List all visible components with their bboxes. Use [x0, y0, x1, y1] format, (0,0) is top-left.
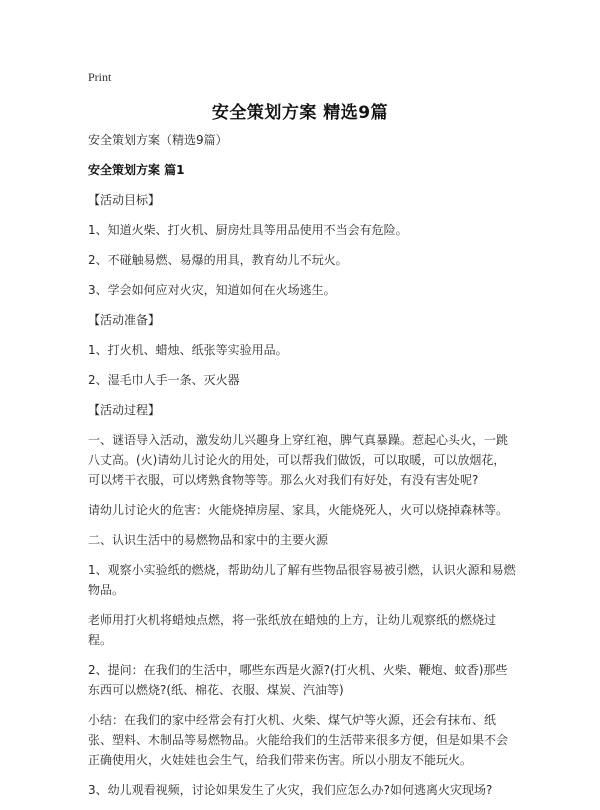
section-heading-goals: 【活动目标】: [88, 193, 161, 207]
process-paragraph-7: 小结：在我们的家中经常会有打火机、火柴、煤气炉等火源，还会有抹布、纸张、塑料、木制品等易燃物品。火能给我们的生活带来很多方便，但是如果不会正确使用火，火娃娃也会生气，给我们带来伤害。所以小朋友不能玩火。: [88, 713, 509, 767]
process-paragraph-4: 1、观察小实验纸的燃烧，帮助幼儿了解有些物品很容易被引燃，认识火源和易燃物品。: [88, 563, 516, 597]
process-paragraph-1: 一、谜语导入活动，激发幼儿兴趣身上穿红袍，脾气真暴躁。惹起心头火，一跳八丈高。(火)请幼儿讨论火的用处，可以帮我们做饭，可以取暖，可以放烟花，可以烤干衣服，可以烤熟食物等等。那么火对我们有好处，有没有害处呢?: [88, 433, 509, 487]
goal-item-3: 3、学会如何应对火灾，知道如何在火场逃生。: [88, 283, 336, 297]
process-paragraph-2: 请幼儿讨论火的危害：火能烧掉房屋、家具，火能烧死人，火可以烧掉森林等。: [88, 503, 509, 517]
process-paragraph-3: 二、认识生活中的易燃物品和家中的主要火源: [88, 533, 329, 547]
subtitle: 安全策划方案（精选9篇）: [88, 133, 228, 147]
section-heading-preparation: 【活动准备】: [88, 313, 161, 327]
process-paragraph-8: 3、幼儿观看视频，讨论如果发生了火灾，我们应怎么办?如何逃离火灾现场?: [88, 783, 493, 797]
section-heading-process: 【活动过程】: [88, 403, 161, 417]
process-paragraph-5: 老师用打火机将蜡烛点燃，将一张纸放在蜡烛的上方，让幼儿观察纸的燃烧过程。: [88, 613, 497, 647]
preparation-item-1: 1、打火机、蜡烛、纸张等实验用品。: [88, 343, 288, 357]
document-body: [88, 130, 516, 810]
print-label: Print: [88, 70, 112, 84]
document-title: 安全策划方案 精选9篇: [211, 103, 389, 123]
goal-item-1: 1、知道火柴、打火机、厨房灶具等用品使用不当会有危险。: [88, 223, 408, 237]
goal-item-2: 2、不碰触易燃、易爆的用具，教育幼儿不玩火。: [88, 253, 348, 267]
preparation-item-2: 2、湿毛巾人手一条、灭火器: [88, 373, 240, 387]
process-paragraph-6: 2、提问：在我们的生活中，哪些东西是火源?(打火机、火柴、鞭炮、蚊香)那些东西可以燃烧?(纸、棉花、衣服、煤炭、汽油等): [88, 663, 508, 697]
chapter-heading: 安全策划方案 篇1: [88, 163, 185, 177]
